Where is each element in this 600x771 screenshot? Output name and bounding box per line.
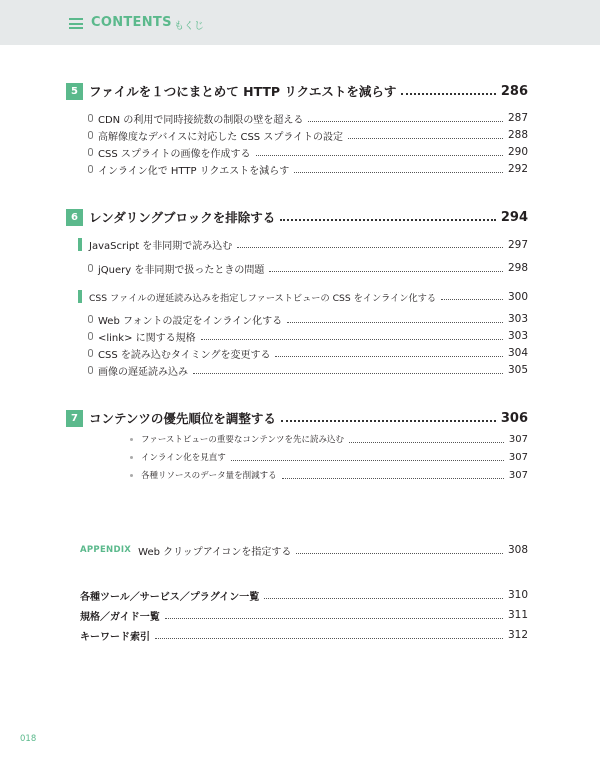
entry-page: 304 [507,347,528,359]
entry-title: jQuery を非同期で扱ったときの問題 [98,264,265,276]
entry-title: CSS を読み込むタイミングを変更する [98,349,271,361]
subchapter-title: CSS ファイルの遅延読み込みを指定しファーストビューの CSS をインライン化する [89,292,437,304]
clip-icon [88,366,93,374]
entry-page: 287 [507,112,528,124]
entry-title: CDN の利用で同時接続数の制限の壁を超える [98,114,304,126]
entry-page: 292 [507,163,528,175]
entry-title: CSS スプライトの画像を作成する [98,148,251,160]
item-page: 307 [508,469,528,481]
section-marker [78,238,82,251]
clip-icon [88,264,93,272]
dot-leader [282,478,504,479]
bullet-icon [130,438,133,441]
entry-title: Web フォントの設定をインライン化する [98,315,283,327]
header-bar [0,0,600,45]
toc-entry[interactable] [88,144,528,160]
chapter-page: 286 [500,83,528,99]
item-page: 307 [508,451,528,463]
entry-title: 規格／ガイド一覧 [80,611,160,623]
entry-title: 画像の遅延読み込み [98,366,188,378]
bullet-icon [130,474,133,477]
clip-icon [88,114,93,122]
chapter-7[interactable] [66,407,528,429]
toc-entry[interactable] [88,110,528,126]
chapter-number: 6 [66,209,83,226]
page-number: 018 [20,734,37,744]
dot-leader [287,322,503,323]
dot-leader [237,247,503,248]
dot-leader [193,373,503,374]
hamburger-icon[interactable] [69,18,83,29]
header-title: CONTENTS [91,15,172,30]
appendix-page: 308 [507,544,528,556]
item-title: ファーストビューの重要なコンテンツを先に読み込む [141,435,344,445]
toc-entry[interactable] [88,362,528,378]
dot-leader [269,271,503,272]
chapter-title: コンテンツの優先順位を調整する [89,411,276,426]
entry-page: 311 [507,609,528,621]
toc-item[interactable] [130,432,528,446]
toc-entry[interactable] [88,311,528,327]
item-page: 307 [508,433,528,445]
appendix-title: Web クリップアイコンを指定する [138,546,292,558]
dot-leader [155,638,503,639]
clip-icon [88,315,93,323]
dot-leader [280,219,496,221]
dot-leader [308,121,503,122]
entry-page: 298 [507,262,528,274]
dot-leader [201,339,503,340]
appendix-entry[interactable] [80,542,528,558]
chapter-5[interactable] [66,80,528,102]
entry-page: 290 [507,146,528,158]
dot-leader [281,420,496,422]
back-matter-entry[interactable] [80,627,528,643]
toc-item[interactable] [130,450,528,464]
dot-leader [275,356,502,357]
clip-icon [88,131,93,139]
subchapter-page: 297 [507,238,528,251]
dot-leader [441,299,503,300]
item-title: インライン化を見直す [141,453,226,463]
entry-title: <link> に関する規格 [98,332,196,344]
chapter-6[interactable] [66,206,528,228]
clip-icon [88,165,93,173]
chapter-page: 294 [500,209,528,225]
entry-title: キーワード索引 [80,631,150,643]
chapter-page: 306 [500,410,528,426]
entry-title: 各種ツール／サービス／プラグイン一覧 [80,591,260,603]
toc-entry[interactable] [88,161,528,177]
item-title: 各種リソースのデータ量を削減する [141,471,277,481]
entry-page: 312 [507,629,528,641]
dot-leader [294,172,503,173]
appendix-tag: APPENDIX [80,545,132,555]
section-marker [78,290,82,303]
bullet-icon [130,456,133,459]
toc-subchapter[interactable] [78,236,528,253]
dot-leader [349,442,504,443]
toc-subchapter[interactable] [78,288,528,305]
dot-leader [231,460,504,461]
dot-leader [256,155,503,156]
chapter-number: 7 [66,410,83,427]
dot-leader [296,553,503,554]
entry-page: 305 [507,364,528,376]
back-matter-entry[interactable] [80,607,528,623]
toc-entry[interactable] [88,328,528,344]
toc-entry[interactable] [88,260,528,276]
subchapter-page: 300 [507,290,528,303]
toc-entry[interactable] [88,127,528,143]
subchapter-title: JavaScript を非同期で読み込む [89,241,233,252]
clip-icon [88,332,93,340]
entry-title: インライン化で HTTP リクエストを減らす [98,165,290,177]
toc-item[interactable] [130,468,528,482]
entry-page: 303 [507,330,528,342]
dot-leader [401,93,495,95]
chapter-number: 5 [66,83,83,100]
header-subtitle: もくじ [174,21,204,32]
entry-page: 288 [507,129,528,141]
entry-title: 高解像度なデバイスに対応した CSS スプライトの設定 [98,131,344,143]
back-matter-entry[interactable] [80,587,528,603]
toc-entry[interactable] [88,345,528,361]
entry-page: 303 [507,313,528,325]
clip-icon [88,349,93,357]
dot-leader [165,618,503,619]
chapter-title: ファイルを１つにまとめて HTTP リクエストを減らす [89,84,397,99]
entry-page: 310 [507,589,528,601]
clip-icon [88,148,93,156]
dot-leader [348,138,503,139]
dot-leader [264,598,503,599]
chapter-title: レンダリングブロックを排除する [89,210,276,225]
